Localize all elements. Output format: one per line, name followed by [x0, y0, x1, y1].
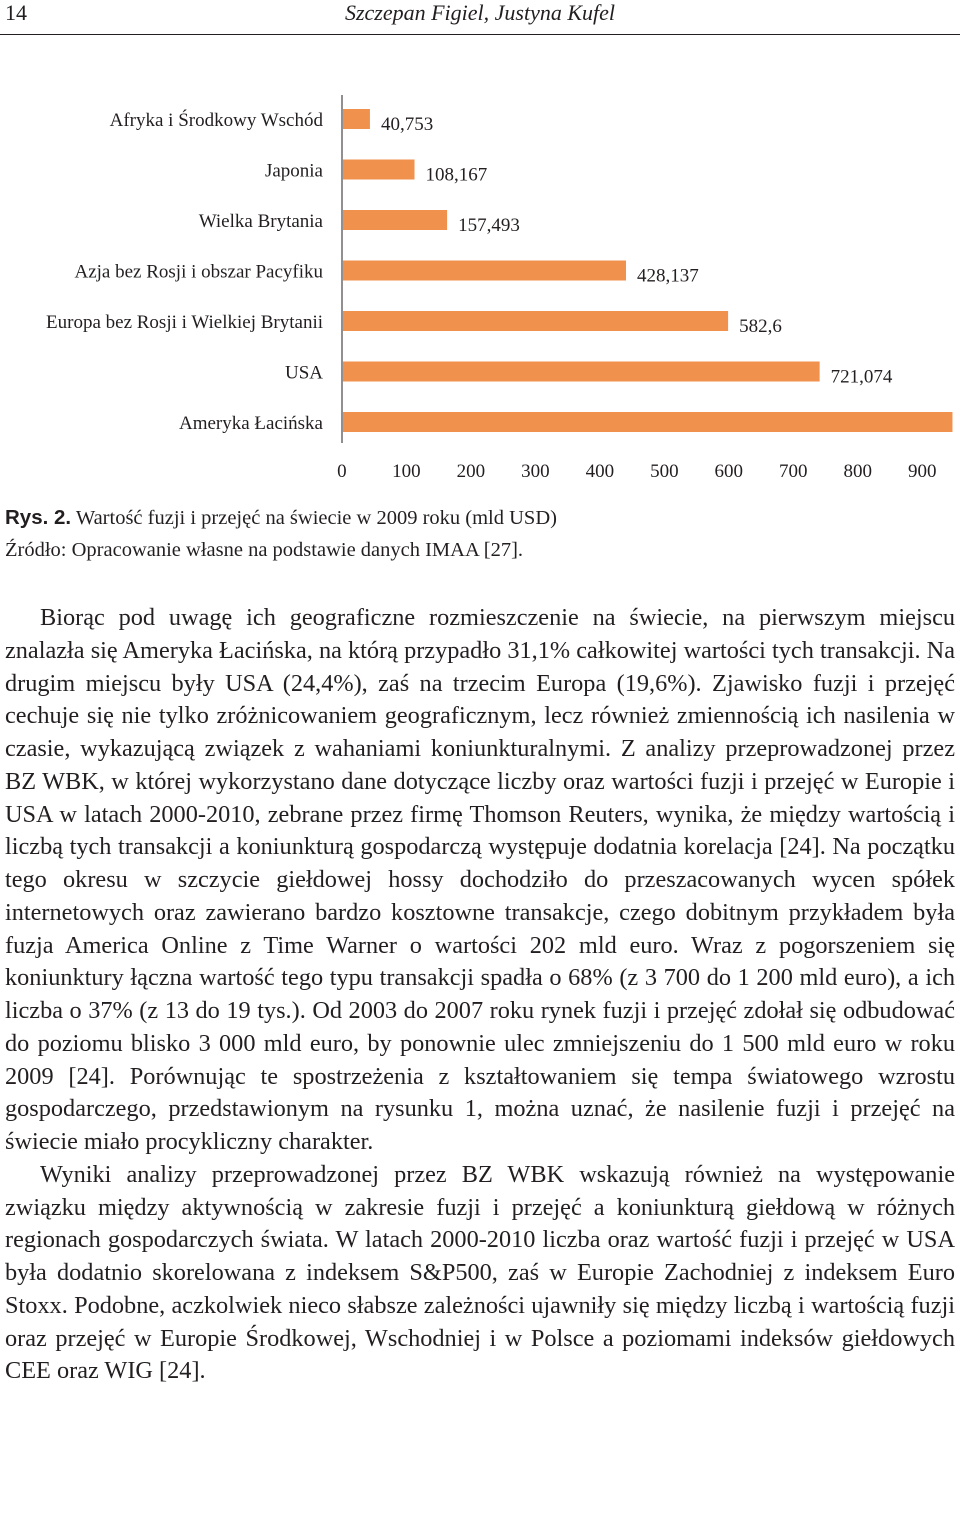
- body-text: [5, 602, 955, 1388]
- paragraph: Wyniki analizy przeprowadzonej przez BZ WBK wskazują również na występowanie związku między aktywnością w zakresie fuzji i przejęć a koniunkturą giełdową w różnych regionach gospodarczych świata. W latach 2000-2010 liczba oraz wartość fuzji i przejęć w USA była dodatnio skorelowana z indeksem S&P500, zaś w Europie Zachodniej z indeksem Euro Stoxx. Podobne, aczkolwiek nieco słabsze zależności ujawniły się między liczbą i wartością fuzji oraz przejęć w Europie Środkowej, Wschodniej i w Polsce a poziomami indeksów giełdowych CEE oraz WIG [24].: [5, 1160, 955, 1385]
- figure-title-line: [5, 502, 557, 534]
- tick-label: 0: [337, 461, 347, 482]
- category-label: Wielka Brytania: [198, 211, 323, 232]
- bar: [343, 160, 414, 180]
- tick-label: 500: [650, 461, 679, 482]
- category-label: Japonia: [264, 160, 323, 182]
- bar: [343, 261, 626, 281]
- category-label: USA: [284, 362, 323, 384]
- data-label: 428,137: [636, 265, 699, 287]
- tick-label: 400: [585, 461, 615, 482]
- paragraph: Biorąc pod uwagę ich geograficzne rozmieszczenie na świecie, na pierwszym miejscu znalazła się Ameryka Łacińska, na którą przypadło 31,1% całkowitej wartości tych transakcji. Na drugim miejscu były USA (24,4%), zaś na trzecim Europa (19,6%). Zjawisko fuzji i przejęć cechuje się nie tylko zróżnicowaniem geograficznym, lecz również zmiennością ich nasilenia w czasie, wykazującą związek z wahaniami koniunkturalnymi. Z analizy przeprowadzonej przez BZ WBK, w której wykorzystano dane dotyczące liczby oraz wartości fuzji i przejęć w Europie i USA w latach 2000-2010, zebrane przez firmę Thomson Reuters, wynika, że między wartością i liczbą tych transakcji a koniunkturą gospodarczą występuje dodatnia korelacja [24]. Na początku tego okresu w szczycie giełdowej hossy dochodziło do przeszacowanych wycen spółek internetowych oraz zawierano bardzo kosztowne transakcje, czego dobitnym przykładem była fuzja America Online z Time Warner o wartości 202 mld euro. Wraz z pogorszeniem się koniunktury łączna wartość tego typu transakcji spadła o 68% (z 3 700 do 1 200 mld euro), a ich liczba o 37% (z 13 do 19 tys.). Od 2003 do 2007 roku rynek fuzji i przejęć zdołał się odbudować do poziomu blisko 3 000 mld euro, by ponownie ulec zmniejszeniu do 1 500 mld euro w roku 2009 [24]. Porównując te spostrzeżenia z kształtowaniem się tempa światowego wzrostu gospodarczego, przedstawionym na rysunku 1, można uznać, że nasilenie fuzji i przejęć na świecie miało procykliczny charakter.: [5, 604, 955, 1155]
- bar: [343, 109, 370, 129]
- tick-label: 700: [779, 461, 808, 482]
- bar: [343, 412, 952, 432]
- bar-chart: [0, 95, 960, 490]
- data-label: 157,493: [458, 215, 520, 236]
- figure-source: Źródło: Opracowanie własne na podstawie danych IMAA [27].: [5, 539, 524, 561]
- category-label: Afryka i Środkowy Wschód: [109, 110, 323, 131]
- category-label: Ameryka Łacińska: [178, 413, 323, 434]
- running-head-authors: Szczepan Figiel, Justyna Kufel: [344, 0, 616, 25]
- tick-label: 600: [714, 461, 744, 482]
- page-header: [0, 0, 960, 26]
- tick-label: 900: [907, 461, 937, 482]
- data-label: 108,167: [425, 164, 488, 186]
- bar: [343, 311, 728, 331]
- tick-label: 200: [456, 461, 486, 482]
- page-number: 14: [5, 0, 27, 25]
- data-label: 40,753: [380, 114, 434, 135]
- category-label: Azja bez Rosji i obszar Pacyfiku: [74, 261, 323, 283]
- category-label: Europa bez Rosji i Wielkiej Brytanii: [46, 312, 323, 333]
- bar: [343, 210, 447, 230]
- bar: [343, 362, 820, 382]
- data-label: 721,074: [830, 366, 893, 388]
- tick-label: 100: [392, 461, 421, 482]
- header-rule: [0, 34, 960, 35]
- figure-label: Rys. 2.: [5, 506, 72, 529]
- figure-caption: [5, 502, 557, 566]
- data-label: 582,6: [739, 316, 782, 337]
- tick-label: 300: [521, 461, 550, 482]
- bar-chart-svg: [0, 95, 960, 490]
- figure-title: Wartość fuzji i przejęć na świecie w 2009 roku (mld USD): [71, 507, 557, 529]
- tick-label: 800: [843, 461, 873, 482]
